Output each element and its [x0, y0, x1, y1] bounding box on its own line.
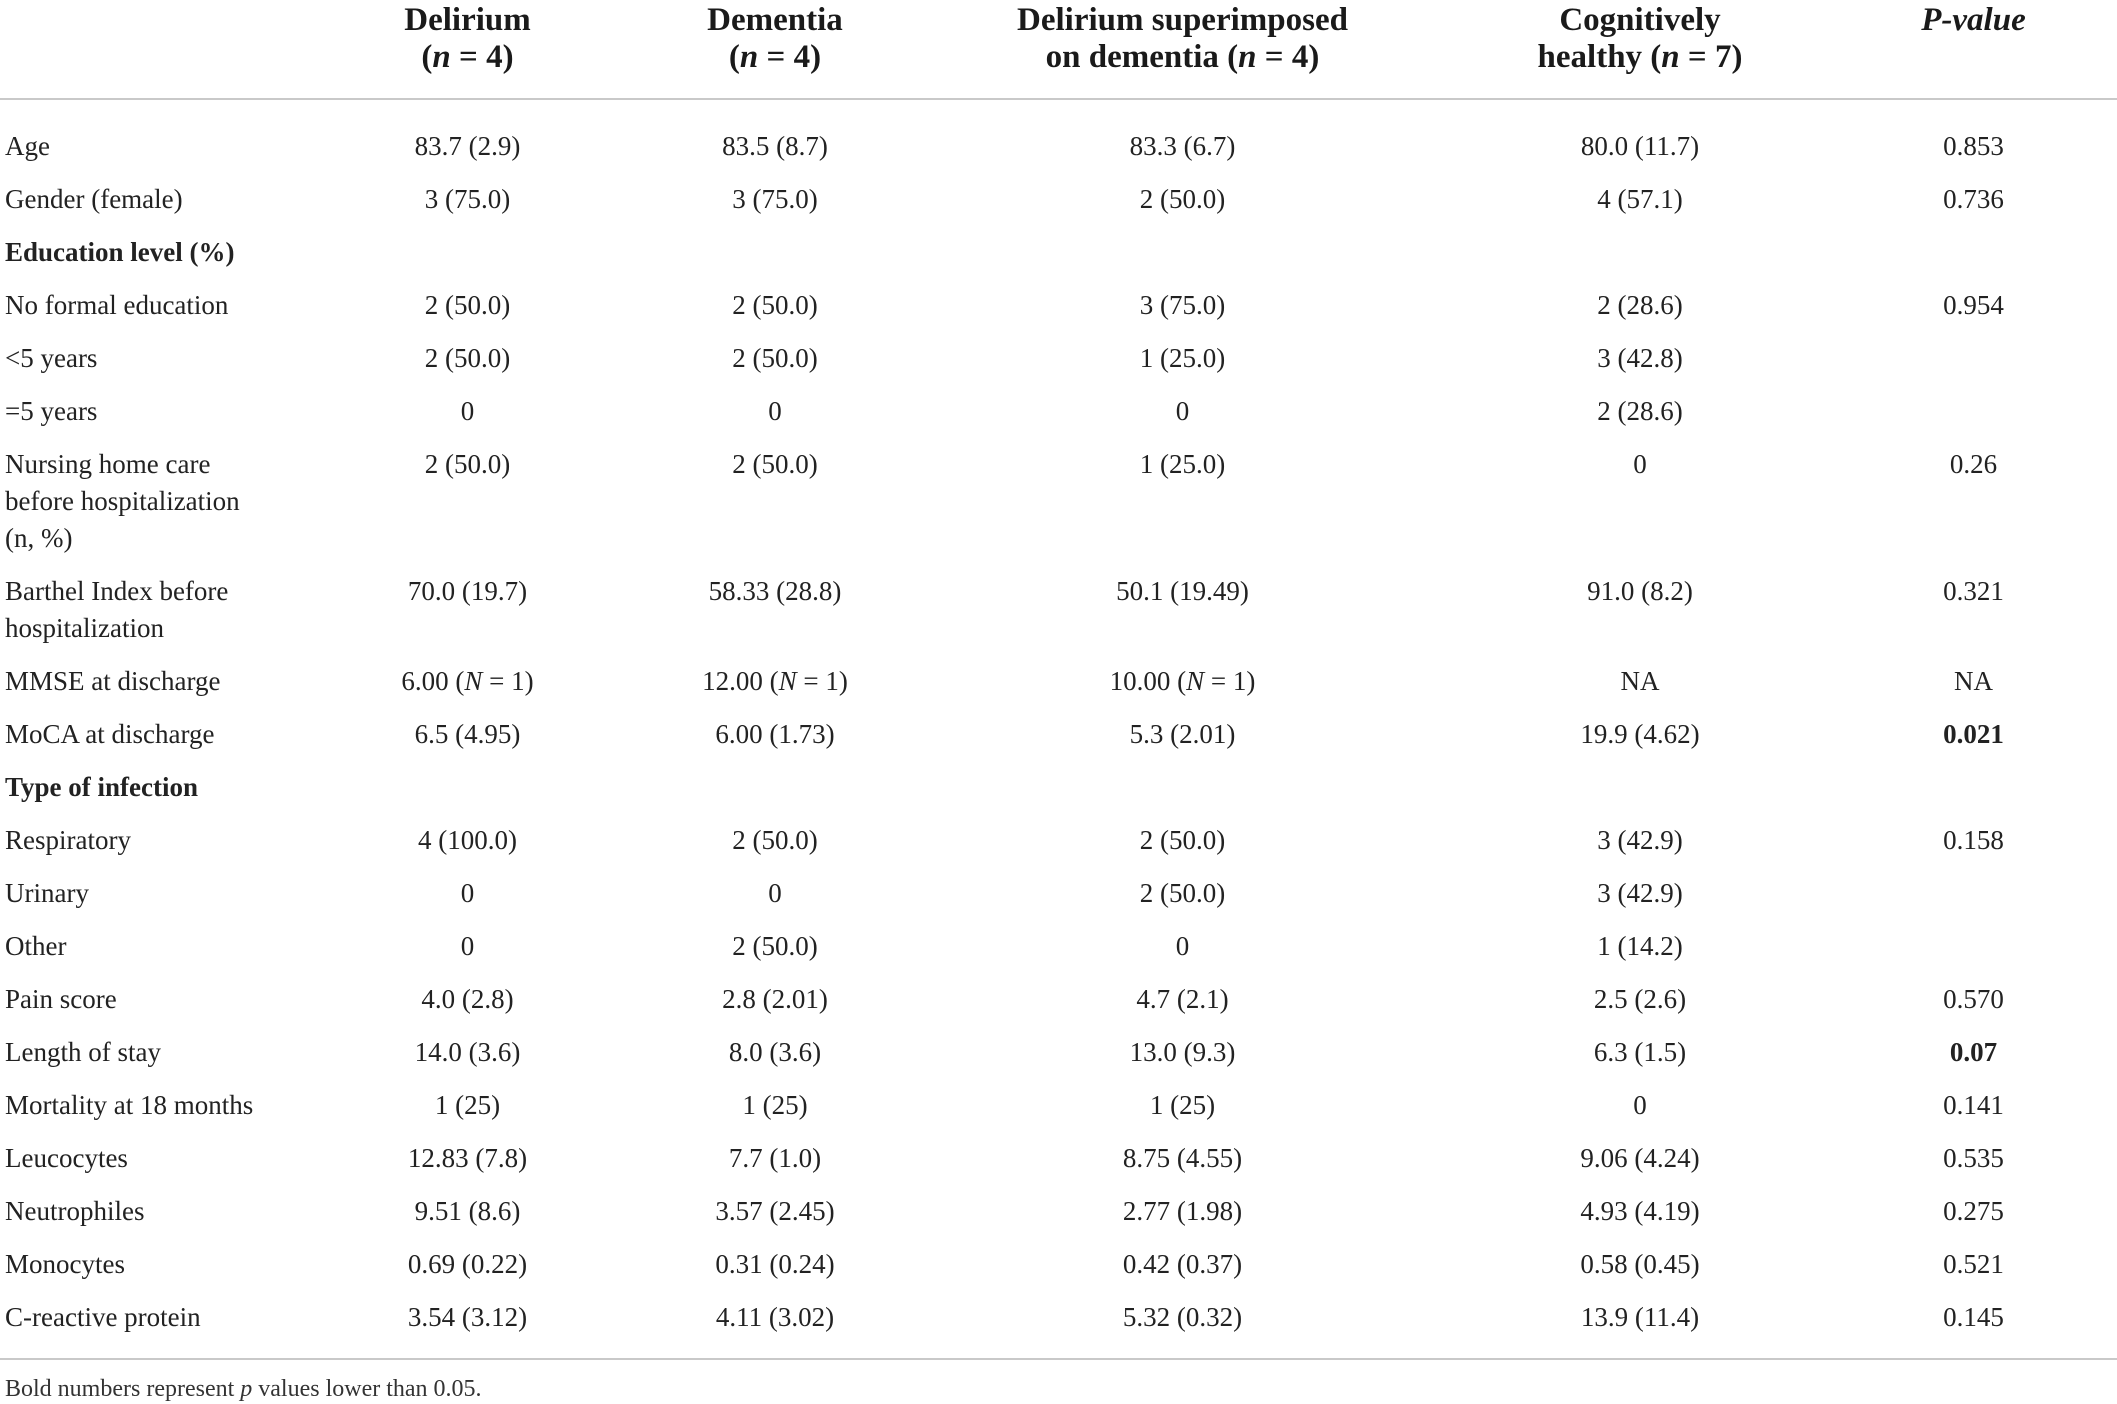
- row-label-text: Leucocytes: [5, 1143, 128, 1173]
- value-cell: 0: [460, 878, 475, 908]
- row-label: [0, 334, 300, 387]
- value-cell: 2.77 (1.98): [1122, 1196, 1243, 1226]
- row-label: [0, 567, 300, 657]
- row-label-text: No formal education: [5, 290, 229, 320]
- value-cell: 2 (28.6): [1597, 290, 1683, 320]
- value-cell: 4.7 (2.1): [1136, 984, 1229, 1014]
- row-label-text: Mortality at 18 months: [5, 1090, 254, 1120]
- table-row: [0, 567, 2117, 657]
- value-cell: 1 (25.0): [1139, 343, 1226, 373]
- row-label: [0, 816, 300, 869]
- header-delirium: Delirium (n = 4): [300, 0, 635, 99]
- table-row: [0, 175, 2117, 228]
- p-value-cell: [1830, 763, 2117, 816]
- value-cell: 2 (50.0): [424, 343, 511, 373]
- p-value-cell: 0.141: [1943, 1090, 2004, 1120]
- value-cell: [1450, 763, 1830, 816]
- row-label-text: <5 years: [5, 343, 98, 373]
- row-label-text: Other: [5, 931, 67, 961]
- p-value-cell: NA: [1954, 666, 1993, 696]
- value-cell: 6.5 (4.95): [414, 719, 521, 749]
- value-cell: [300, 763, 635, 816]
- value-cell: 3 (42.9): [1597, 825, 1683, 855]
- value-cell: 10.00 (N = 1): [1109, 666, 1256, 696]
- value-cell: 8.0 (3.6): [728, 1037, 822, 1067]
- header-healthy: Cognitively healthy (n = 7): [1450, 0, 1830, 99]
- row-label-text: Neutrophiles: [5, 1196, 145, 1226]
- table-row: [0, 99, 2117, 175]
- row-label-text: =5 years: [5, 396, 98, 426]
- row-label: [0, 1081, 300, 1134]
- value-cell: 80.0 (11.7): [1580, 131, 1700, 161]
- value-cell: 91.0 (8.2): [1587, 576, 1693, 606]
- row-label: [0, 869, 300, 922]
- value-cell: 0.58 (0.45): [1580, 1249, 1700, 1279]
- row-label-text: Nursing home care before hospitalization (n, %): [5, 449, 240, 553]
- row-label-text: Education level (%): [5, 237, 235, 267]
- table-body: [0, 99, 2117, 1358]
- value-cell: [915, 763, 1450, 816]
- value-cell: [915, 228, 1450, 281]
- row-label: [0, 1028, 300, 1081]
- value-cell: 1 (14.2): [1597, 931, 1683, 961]
- value-cell: 4.0 (2.8): [421, 984, 514, 1014]
- value-cell: 3.54 (3.12): [407, 1302, 528, 1332]
- p-value-cell: 0.145: [1943, 1302, 2004, 1332]
- p-value-cell: 0.570: [1943, 984, 2004, 1014]
- p-value-cell: 0.853: [1943, 131, 2004, 161]
- header-delirium-n: 4: [486, 39, 503, 75]
- p-value-cell: 0.07: [1949, 1037, 1998, 1067]
- value-cell: 13.9 (11.4): [1580, 1302, 1700, 1332]
- value-cell: 4.11 (3.02): [715, 1302, 835, 1332]
- value-cell: 0: [1175, 931, 1190, 961]
- row-label: [0, 1293, 300, 1358]
- value-cell: 2 (28.6): [1597, 396, 1683, 426]
- table-row: [0, 334, 2117, 387]
- header-healthy-title: Cognitively: [1559, 2, 1721, 38]
- header-dsd: Delirium superimposed on dementia (n = 4): [915, 0, 1450, 99]
- row-label-text: Pain score: [5, 984, 117, 1014]
- row-label: [0, 922, 300, 975]
- value-cell: [300, 228, 635, 281]
- value-cell: 2 (50.0): [732, 825, 818, 855]
- value-cell: 70.0 (19.7): [407, 576, 528, 606]
- row-label: [0, 657, 300, 710]
- table-header: [0, 0, 2117, 99]
- row-label-text: Type of infection: [5, 772, 198, 802]
- table-row: [0, 1134, 2117, 1187]
- value-cell: 5.32 (0.32): [1122, 1302, 1243, 1332]
- row-label-text: Urinary: [5, 878, 89, 908]
- value-cell: 2.5 (2.6): [1593, 984, 1687, 1014]
- value-cell: 2.8 (2.01): [722, 984, 828, 1014]
- table-row: [0, 869, 2117, 922]
- value-cell: 0: [1633, 1090, 1647, 1120]
- footnote: [0, 1360, 2117, 1404]
- value-cell: 2 (50.0): [732, 290, 818, 320]
- value-cell: 9.51 (8.6): [414, 1196, 521, 1226]
- value-cell: 0: [460, 396, 475, 426]
- value-cell: 1 (25): [434, 1090, 501, 1120]
- value-cell: 0: [460, 931, 475, 961]
- value-cell: [635, 228, 915, 281]
- p-value-cell: 0.158: [1943, 825, 2004, 855]
- table-row: [0, 228, 2117, 281]
- row-label-text: C-reactive protein: [5, 1302, 201, 1332]
- header-dementia: Dementia (n = 4): [635, 0, 915, 99]
- value-cell: 2 (50.0): [1139, 184, 1226, 214]
- table-row: [0, 975, 2117, 1028]
- value-cell: 3 (42.9): [1597, 878, 1683, 908]
- value-cell: 2 (50.0): [732, 449, 818, 479]
- table-row: [0, 281, 2117, 334]
- value-cell: 2 (50.0): [732, 343, 818, 373]
- value-cell: 12.00 (N = 1): [702, 666, 848, 696]
- value-cell: 13.0 (9.3): [1129, 1037, 1236, 1067]
- p-value-cell: 0.954: [1943, 290, 2004, 320]
- value-cell: 2 (50.0): [424, 290, 511, 320]
- value-cell: 4 (57.1): [1597, 184, 1683, 214]
- header-dementia-n: 4: [793, 39, 811, 75]
- value-cell: 3 (42.8): [1597, 343, 1683, 373]
- value-cell: 7.7 (1.0): [728, 1143, 822, 1173]
- footnote-text: Bold numbers represent p values lower than 0.05.: [5, 1376, 482, 1402]
- value-cell: 19.9 (4.62): [1580, 719, 1700, 749]
- value-cell: 4 (100.0): [418, 825, 517, 855]
- p-value-cell: [1830, 922, 2117, 975]
- table-row: [0, 763, 2117, 816]
- row-label: [0, 975, 300, 1028]
- value-cell: NA: [1620, 666, 1660, 696]
- value-cell: 6.3 (1.5): [1593, 1037, 1687, 1067]
- row-label: [0, 710, 300, 763]
- value-cell: 3 (75.0): [1139, 290, 1226, 320]
- table-row: [0, 387, 2117, 440]
- row-label: [0, 440, 300, 567]
- value-cell: 8.75 (4.55): [1122, 1143, 1243, 1173]
- value-cell: 0.69 (0.22): [407, 1249, 528, 1279]
- value-cell: 3 (75.0): [732, 184, 818, 214]
- value-cell: 1 (25): [742, 1090, 808, 1120]
- table-row: [0, 657, 2117, 710]
- row-label-text: Age: [5, 131, 50, 161]
- row-label-text: Monocytes: [5, 1249, 125, 1279]
- header-delirium-title: Delirium: [404, 2, 531, 38]
- table-row: [0, 1081, 2117, 1134]
- value-cell: [1450, 228, 1830, 281]
- p-value-cell: 0.26: [1949, 449, 1998, 479]
- table-row: [0, 1028, 2117, 1081]
- row-label-text: Barthel Index before hospitalization: [5, 576, 229, 643]
- table-row: [0, 710, 2117, 763]
- row-label: [0, 281, 300, 334]
- header-dementia-title: Dementia: [707, 2, 843, 38]
- value-cell: 58.33 (28.8): [708, 576, 842, 606]
- value-cell: 0: [1633, 449, 1647, 479]
- p-value-cell: [1830, 387, 2117, 440]
- value-cell: 0.31 (0.24): [715, 1249, 835, 1279]
- value-cell: 4.93 (4.19): [1580, 1196, 1700, 1226]
- value-cell: 3.57 (2.45): [715, 1196, 835, 1226]
- p-value-cell: 0.021: [1943, 719, 2004, 749]
- row-label-text: Respiratory: [5, 825, 131, 855]
- value-cell: 2 (50.0): [732, 931, 818, 961]
- table-row: [0, 1293, 2117, 1358]
- value-cell: 0.42 (0.37): [1122, 1249, 1243, 1279]
- row-label-text: MMSE at discharge: [5, 666, 221, 696]
- p-value-cell: 0.275: [1943, 1196, 2004, 1226]
- row-label: [0, 175, 300, 228]
- p-value-cell: [1830, 869, 2117, 922]
- value-cell: 2 (50.0): [1139, 825, 1226, 855]
- value-cell: 50.1 (19.49): [1116, 576, 1249, 606]
- table-row: [0, 816, 2117, 869]
- p-value-cell: [1830, 334, 2117, 387]
- row-label-text: Gender (female): [5, 184, 183, 214]
- value-cell: 5.3 (2.01): [1129, 719, 1236, 749]
- row-label: [0, 99, 300, 175]
- p-value-cell: 0.521: [1943, 1249, 2004, 1279]
- value-cell: 83.7 (2.9): [414, 131, 521, 161]
- row-label-text: MoCA at discharge: [5, 719, 215, 749]
- header-pvalue: P-value: [1830, 0, 2117, 99]
- p-value-cell: 0.736: [1943, 184, 2004, 214]
- value-cell: 0: [768, 396, 782, 426]
- value-cell: 6.00 (N = 1): [401, 666, 534, 696]
- value-cell: 0: [768, 878, 782, 908]
- row-label: [0, 1240, 300, 1293]
- row-label: [0, 1187, 300, 1240]
- row-label: [0, 228, 300, 281]
- header-dsd-title: Delirium superimposed: [1017, 2, 1348, 38]
- table-row: [0, 922, 2117, 975]
- row-label: [0, 1134, 300, 1187]
- value-cell: 3 (75.0): [424, 184, 511, 214]
- p-value-cell: 0.535: [1943, 1143, 2004, 1173]
- value-cell: 1 (25): [1149, 1090, 1216, 1120]
- header-label-column: [0, 0, 300, 99]
- value-cell: 83.5 (8.7): [722, 131, 828, 161]
- value-cell: 6.00 (1.73): [715, 719, 835, 749]
- value-cell: 1 (25.0): [1139, 449, 1226, 479]
- p-value-cell: [1830, 228, 2117, 281]
- value-cell: 9.06 (4.24): [1580, 1143, 1700, 1173]
- table-row: [0, 1240, 2117, 1293]
- row-label: [0, 387, 300, 440]
- header-dsd-n: 4: [1291, 39, 1309, 75]
- value-cell: 0: [1175, 396, 1190, 426]
- row-label: [0, 763, 300, 816]
- header-row: [0, 0, 2117, 99]
- p-value-cell: 0.321: [1943, 576, 2004, 606]
- value-cell: 2 (50.0): [424, 449, 511, 479]
- table-row: [0, 440, 2117, 567]
- value-cell: 2 (50.0): [1139, 878, 1226, 908]
- value-cell: 83.3 (6.7): [1129, 131, 1236, 161]
- table-row: [0, 1187, 2117, 1240]
- value-cell: 12.83 (7.8): [407, 1143, 528, 1173]
- row-label-text: Length of stay: [5, 1037, 161, 1067]
- value-cell: [635, 763, 915, 816]
- header-healthy-n: 7: [1714, 39, 1732, 75]
- value-cell: 14.0 (3.6): [414, 1037, 521, 1067]
